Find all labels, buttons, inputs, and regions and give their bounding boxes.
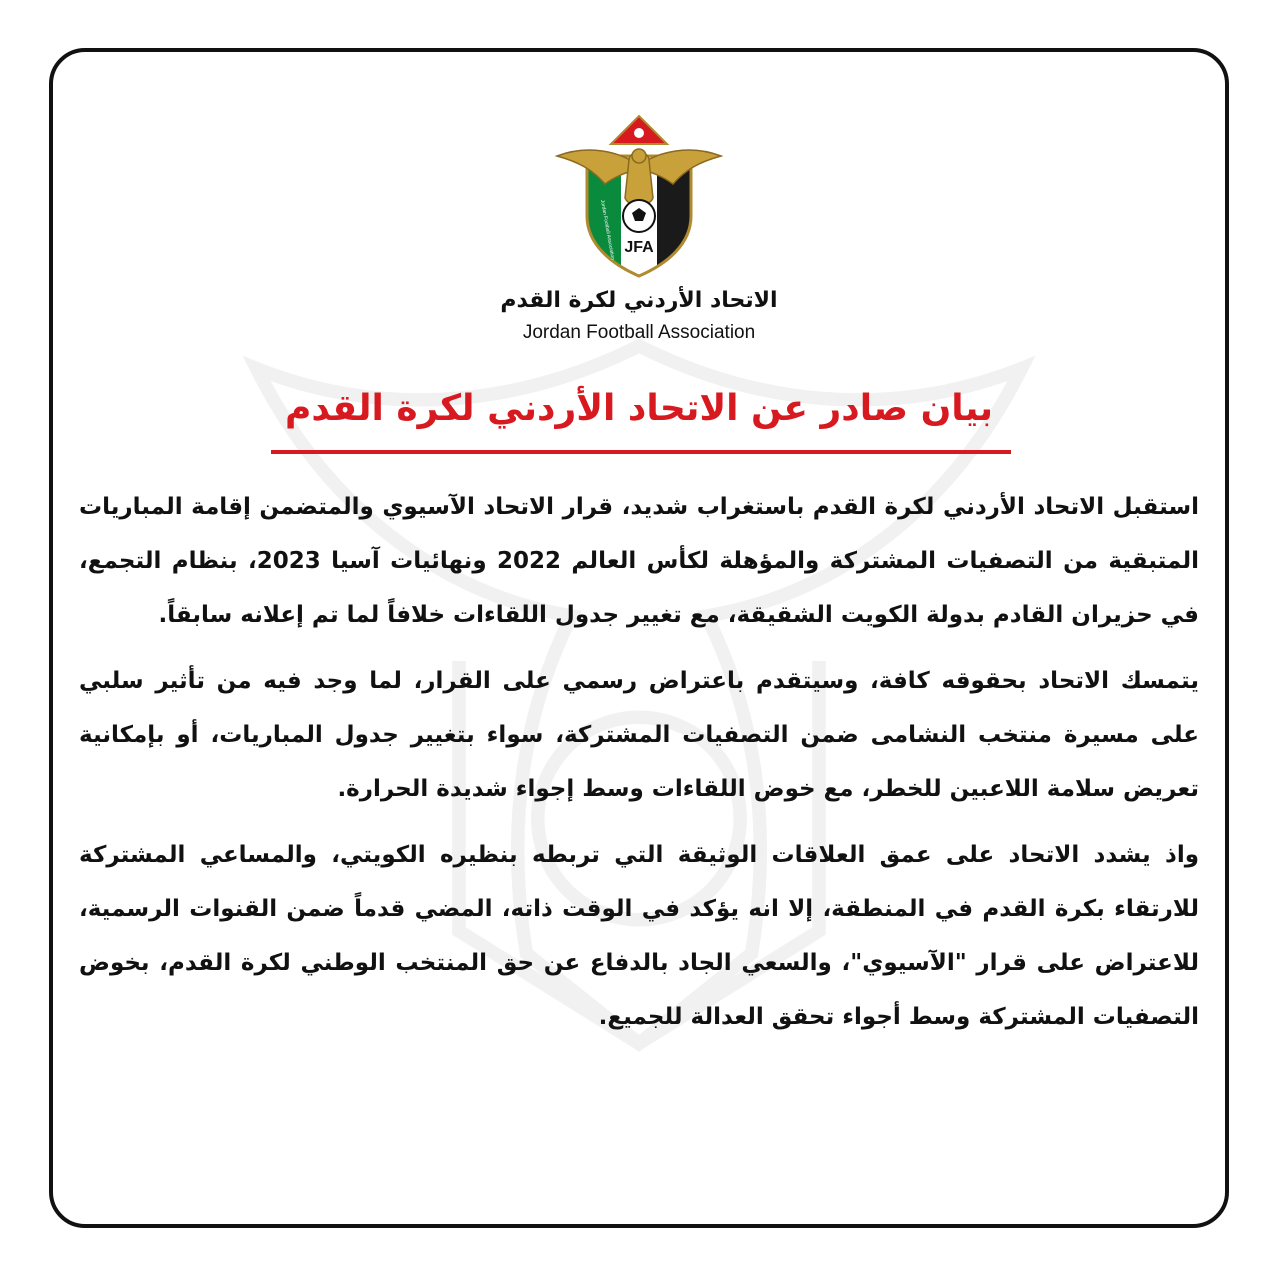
statement-title: بيان صادر عن الاتحاد الأردني لكرة القدم xyxy=(284,388,994,429)
statement-body xyxy=(79,480,1199,1056)
title-underline xyxy=(271,450,1011,454)
jfa-eagle-crest-icon xyxy=(549,104,729,280)
organization-name-arabic: الاتحاد الأردني لكرة القدم xyxy=(500,288,778,313)
organization-name-english: Jordan Football Association xyxy=(522,322,756,343)
logo-abbreviation: JFA xyxy=(624,239,654,256)
statement-paragraph: واذ يشدد الاتحاد على عمق العلاقات الوثيقة التي تربطه بنظيره الكويتي، والمساعي المشتركة للارتقاء بكرة القدم في المنطقة، إلا انه يؤكد في الوقت ذاته، المضي قدماً ضمن القنوات الرسمية، للاعتراض على قرار "الآسيوي"، والسعي الجاد بالدفاع عن حق المنتخب الوطني لكرة القدم، بخوض التصفيات المشتركة وسط أجواء تحقق العدالة للجميع. xyxy=(79,842,1199,1030)
statement-paragraph: استقبل الاتحاد الأردني لكرة القدم باستغراب شديد، قرار الاتحاد الآسيوي والمتضمن إقامة المباريات المتبقية من التصفيات المشتركة والمؤهلة لكأس العالم 2022 ونهائيات آسيا 2023، بنظام التجمع، في حزيران القادم بدولة الكويت الشقيقة، مع تغيير جدول اللقاءات خلافاً لما تم إعلانه سابقاً. xyxy=(79,494,1199,628)
statement-card xyxy=(49,48,1229,1228)
statement-paragraph: يتمسك الاتحاد بحقوقه كافة، وسيتقدم باعتراض رسمي على القرار، لما وجد فيه من تأثير سلبي على مسيرة منتخب النشامى ضمن التصفيات المشتركة، سواء بتغيير جدول المباريات، أو بإمكانية تعريض سلامة اللاعبين للخطر، مع خوض اللقاءات وسط إجواء شديدة الحرارة. xyxy=(79,668,1199,802)
logo-ring-text: Jordan Football Association xyxy=(599,199,616,261)
